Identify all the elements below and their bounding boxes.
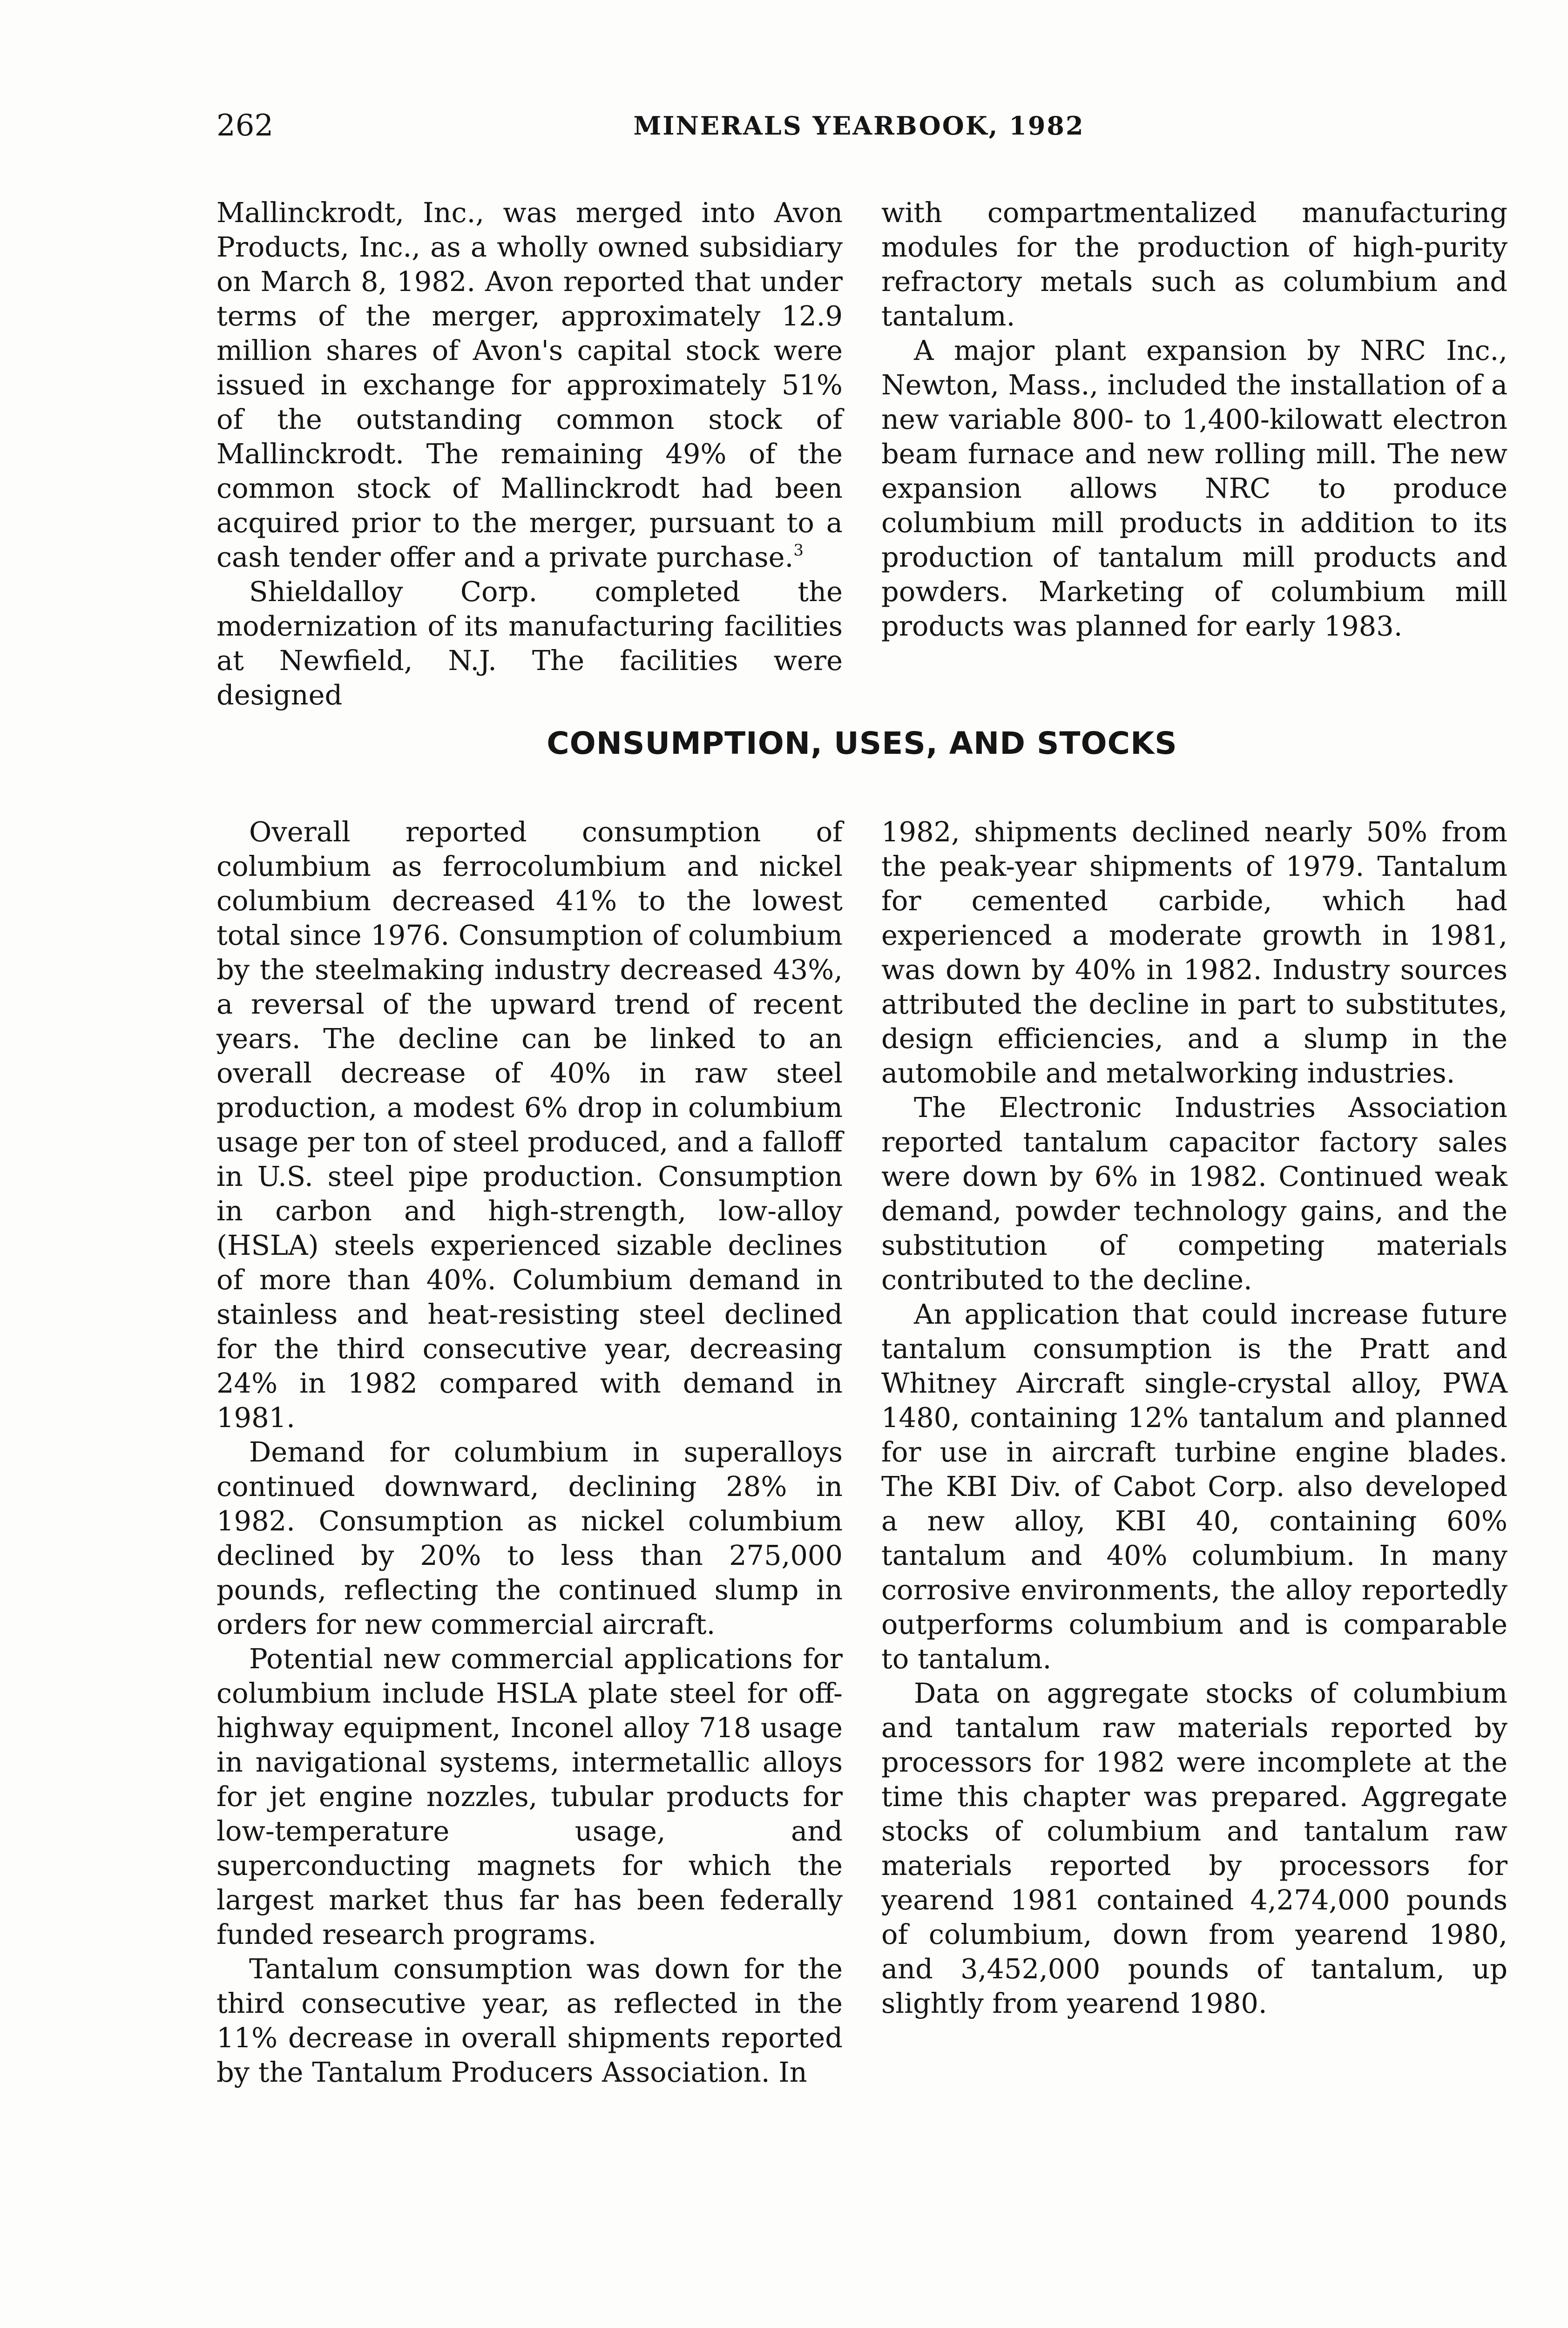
paragraph: Potential new commercial applications for columbium include HSLA plate steel for off-highway equipment, Inconel alloy 718 usage in navigational systems, intermetallic alloys for jet engine nozzles, tubular products for low-temperature usage, and superconducting magnets for which the largest market thus far has been federally funded research programs. [216,1643,843,1950]
paragraph: A major plant expansion by NRC Inc., Newton, Mass., included the installation of a new variable 800- to 1,400-kilowatt electron beam furnace and new rolling mill. The new expansion allows NRC to produce columbium mill products in addition to its production of tantalum mill products and powders. Marketing of columbium mill products was planned for early 1983. [881,334,1507,642]
paragraph: Data on aggregate stocks of columbium and tantalum raw materials reported by processors for 1982 were incomplete at the time this chapter was prepared. Aggregate stocks of columbium and tantalum raw materials reported by processors for yearend 1981 contained 4,274,000 pounds of columbium, down from yearend 1980, and 3,452,000 pounds of tantalum, up slightly from yearend 1980. [881,1677,1507,2019]
page-number: 262 [216,108,274,143]
paragraph: Overall reported consumption of columbium as ferrocolumbium and nickel columbium decreased 41% to the lowest total since 1976. Consumption of columbium by the steelmaking industry decreased 43%, a reversal of the upward trend of recent years. The decline can be linked to an overall decrease of 40% in raw steel production, a modest 6% drop in columbium usage per ton of steel produced, and a falloff in U.S. steel pipe production. Consumption in carbon and high-strength, low-alloy (HSLA) steels experienced sizable declines of more than 40%. Columbium demand in stainless and heat-resisting steel declined for the third consecutive year, decreasing 24% in 1982 compared with demand in 1981. [216,816,843,1434]
bottom-right-column [881,815,1507,2021]
journal-title: MINERALS YEARBOOK, 1982 [633,111,1085,141]
paragraph: Tantalum consumption was down for the third consecutive year, as reflected in the 11% decrease in overall shipments reported by the Tantalum Producers Association. In [216,1953,843,2088]
paragraph: with compartmentalized manufacturing modules for the production of high-purity refractory metals such as columbium and tantalum. [881,196,1507,332]
running-head [216,105,1501,147]
footnote-marker: 3 [793,541,804,560]
paragraph: The Electronic Industries Association reported tantalum capacitor factory sales were down by 6% in 1982. Continued weak demand, powder technology gains, and the substitution of competing materials contributed to the decline. [881,1091,1507,1296]
paragraph: Demand for columbium in superalloys continued downward, declining 28% in 1982. Consumption as nickel columbium declined by 20% to less than 275,000 pounds, reflecting the continued slump in orders for new commercial aircraft. [216,1436,843,1640]
paragraph: Shieldalloy Corp. completed the modernization of its manufacturing facilities at Newfield, N.J. The facilities were designed [216,575,843,711]
paragraph: An application that could increase future tantalum consumption is the Pratt and Whitney Aircraft single-crystal alloy, PWA 1480, containing 12% tantalum and planned for use in aircraft turbine engine blades. The KBI Div. of Cabot Corp. also developed a new alloy, KBI 40, containing 60% tantalum and 40% columbium. In many corrosive environments, the alloy reportedly outperforms columbium and is comparable to tantalum. [881,1298,1507,1675]
top-right-column [881,196,1507,643]
paragraph: 1982, shipments declined nearly 50% from the peak-year shipments of 1979. Tantalum for cemented carbide, which had experienced a moderate growth in 1981, was down by 40% in 1982. Industry sources attributed the decline in part to substitutes, design efficiencies, and a slump in the automobile and metalworking industries. [881,816,1507,1089]
section-heading: CONSUMPTION, USES, AND STOCKS [547,725,1177,761]
bottom-left-column [216,815,843,2090]
top-left-column [216,196,843,712]
paragraph: Mallinckrodt, Inc., was merged into Avon Products, Inc., as a wholly owned subsidiary on March 8, 1982. Avon reported that under terms of the merger, approximately 12.9 million shares of Avon's capital stock were issued in exchange for approximately 51% of the outstanding common stock of Mallinckrodt. The remaining 49% of the common stock of Mallinckrodt had been acquired prior to the merger, pursuant to a cash tender offer and a private purchase.$^3$ [216,196,843,573]
